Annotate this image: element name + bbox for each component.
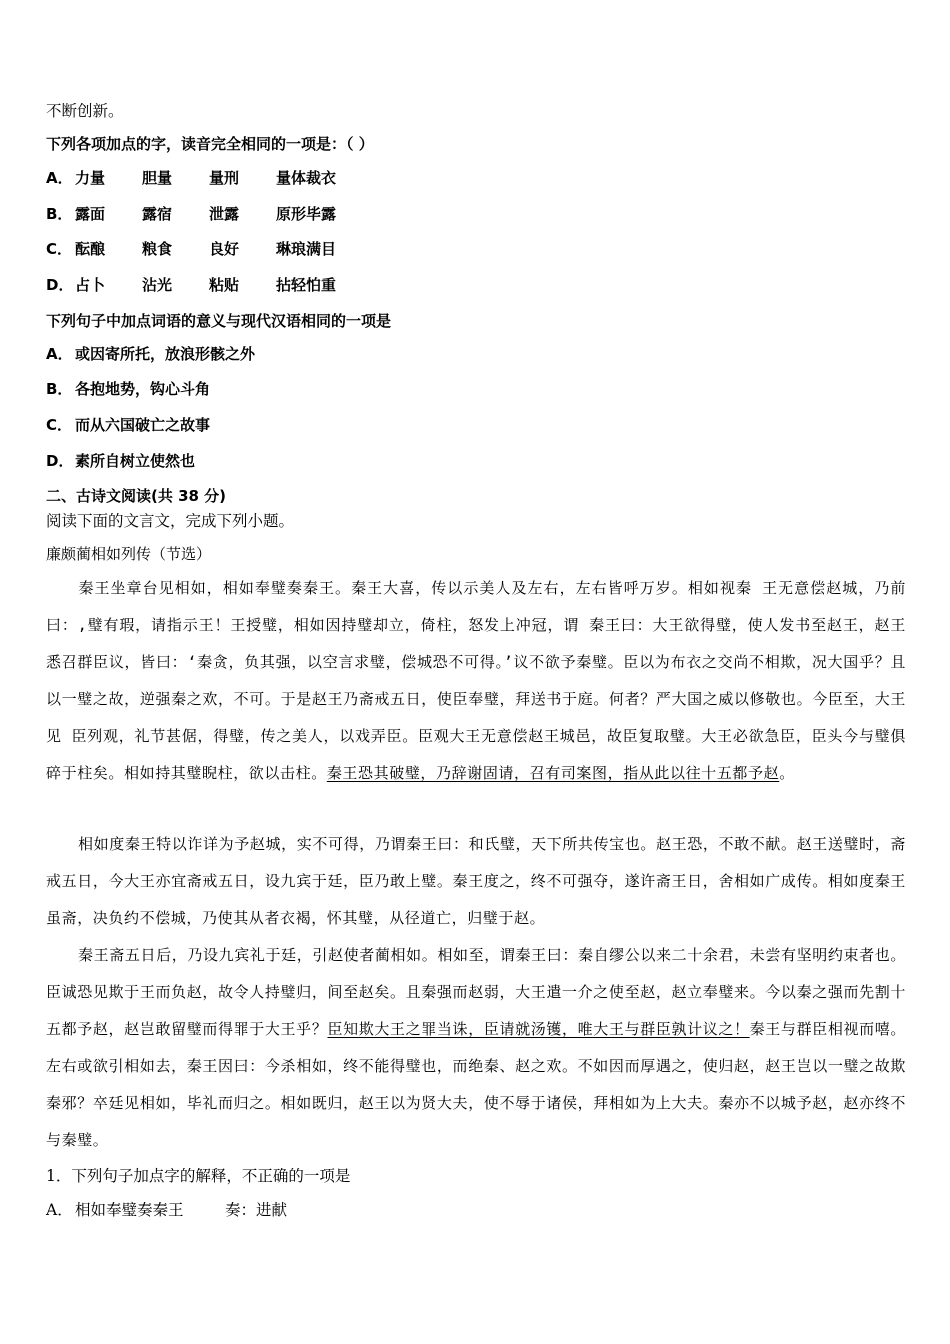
option-text: 而从六国破亡之故事 bbox=[75, 416, 211, 434]
reading-instruction: 阅读下面的文言文，完成下列小题。 bbox=[46, 512, 295, 530]
option-b-meaning[interactable] bbox=[46, 379, 210, 399]
underlined-sentence: 秦王恐其破璧，乃辞谢固请，召有司案图，指从此以往十五都予赵 bbox=[326, 764, 780, 782]
paragraph-text: 相如度秦王特以诈详为予赵城，实不可得，乃谓秦王曰：和氏璧，天下所共传宝也。赵王恐，不敢不献。赵王送璧时，斋戒五日，今大王亦宜斋戒五日，设九宾于廷，臣乃敢上璧。秦王度之，终不可强夺，遂许斋王日，舍相如广成传。相如度秦王虽斋，决负约不偿城，乃使其从者衣褐，怀其璧，从径道亡，归璧于赵。 bbox=[46, 835, 906, 927]
option-label: C． bbox=[46, 240, 73, 258]
word: 拈轻怕重 bbox=[276, 276, 337, 294]
word: 量体裁衣 bbox=[276, 169, 337, 187]
option-b-pronunciation[interactable] bbox=[46, 204, 336, 224]
intro-line: 不断创新。 bbox=[46, 102, 124, 120]
word: 粮食 bbox=[142, 240, 173, 258]
question-pronunciation-stem: 下列各项加点的字，读音完全相同的一项是：（ ） bbox=[46, 135, 374, 153]
passage-paragraph-3 bbox=[46, 937, 906, 1159]
option-d-pronunciation[interactable] bbox=[46, 275, 336, 295]
option-label: B． bbox=[46, 205, 73, 223]
option-label: A． bbox=[46, 1201, 73, 1219]
option-label: D． bbox=[46, 452, 74, 470]
word: 力量 bbox=[75, 169, 106, 187]
option-d-meaning[interactable] bbox=[46, 451, 195, 471]
question-1-option-a[interactable] bbox=[46, 1200, 287, 1220]
option-label: A． bbox=[46, 169, 73, 187]
word: 良好 bbox=[209, 240, 240, 258]
option-label: D． bbox=[46, 276, 74, 294]
word: 胆量 bbox=[142, 169, 173, 187]
option-text: 各抱地势，钩心斗角 bbox=[75, 380, 211, 398]
option-text: 或因寄所托，放浪形骸之外 bbox=[75, 345, 256, 363]
word: 酝酿 bbox=[75, 240, 106, 258]
option-c-pronunciation[interactable] bbox=[46, 239, 336, 259]
option-label: C． bbox=[46, 416, 73, 434]
word: 沾光 bbox=[142, 276, 173, 294]
paragraph-end: 。 bbox=[779, 764, 795, 782]
paragraph-text: 秦王坐章台见相如，相如奉璧奏秦王。秦王大喜，传以示美人及左右，左右皆呼万岁。相如视秦 王无意偿赵城，乃前曰：,璧有瑕，请指示王！王授璧，相如因持璧却立，倚柱，怒发上冲冠，谓 秦王曰：大王欲得璧，使人发书至赵王，赵王悉召群臣议，皆曰：‘秦贪，负其强，以空言求璧，偿城恐不可得。’议不欲予秦璧。臣以为布衣之交尚不相欺，况大国乎？且以一璧之故，逆强秦之欢，不可。于是赵王乃斋戒五日，使臣奉璧，拜送书于庭。何者？严大国之威以修敬也。今臣至，大王见 臣列观，礼节甚倨，得璧，传之美人，以戏弄臣。臣观大王无意偿赵王城邑，故臣复取璧。大王必欲急臣，臣头今与璧俱碎于柱矣。相如持其璧睨柱，欲以击柱。 bbox=[46, 579, 906, 782]
word: 琳琅满目 bbox=[276, 240, 337, 258]
paragraph-text: 秦王斋五日后，乃设九宾礼于廷，引赵使者蔺相如。相如至，谓秦王曰：秦自缪公以来二十余君，未尝有坚明约束者也。臣诚恐见欺于王而负赵，故令人持璧归，间至赵矣。且秦强而赵弱，大王遣一介之使至赵，赵立奉璧来。今以秦之强而先割十五都予赵，赵岂敢留璧而得罪于大王乎？ bbox=[46, 946, 906, 1038]
word: 原形毕露 bbox=[276, 205, 337, 223]
option-label: B． bbox=[46, 380, 73, 398]
option-c-meaning[interactable] bbox=[46, 415, 210, 435]
word: 露宿 bbox=[142, 205, 173, 223]
section-heading: 二、古诗文阅读(共 38 分) bbox=[46, 487, 227, 505]
underlined-sentence: 臣知欺大王之罪当诛，臣请就汤镬，唯大王与群臣孰计议之！ bbox=[327, 1020, 750, 1038]
option-a-meaning[interactable] bbox=[46, 344, 255, 364]
word: 量刑 bbox=[209, 169, 240, 187]
option-a-pronunciation[interactable] bbox=[46, 168, 336, 188]
passage-paragraph-2 bbox=[46, 826, 906, 937]
passage-title: 廉颇蔺相如列传（节选） bbox=[46, 545, 212, 563]
word: 泄露 bbox=[209, 205, 240, 223]
word: 露面 bbox=[75, 205, 106, 223]
option-text: 素所自树立使然也 bbox=[75, 452, 196, 470]
word: 粘贴 bbox=[209, 276, 240, 294]
option-gloss: 奏：进献 bbox=[225, 1201, 288, 1219]
question-meaning-stem: 下列句子中加点词语的意义与现代汉语相同的一项是 bbox=[46, 312, 392, 330]
word: 占卜 bbox=[75, 276, 106, 294]
option-label: A． bbox=[46, 345, 73, 363]
paragraph-text-continued: 秦王与群臣相视而嘻。左右或欲引相如去，秦王因曰：今杀相如，终不能得璧也，而绝秦、赵之欢。不如因而厚遇之，使归赵，赵王岂以一璧之故欺秦邪？卒廷见相如，毕礼而归之。相如既归，赵王以为贤大夫，使不辱于诸侯，拜相如为上大夫。秦亦不以城予赵，赵亦终不与秦璧。 bbox=[46, 1020, 906, 1149]
passage-paragraph-1 bbox=[46, 570, 906, 792]
question-1-stem: 1．下列句子加点字的解释，不正确的一项是 bbox=[46, 1167, 351, 1185]
option-text: 相如奉璧奏秦王 bbox=[75, 1201, 184, 1219]
